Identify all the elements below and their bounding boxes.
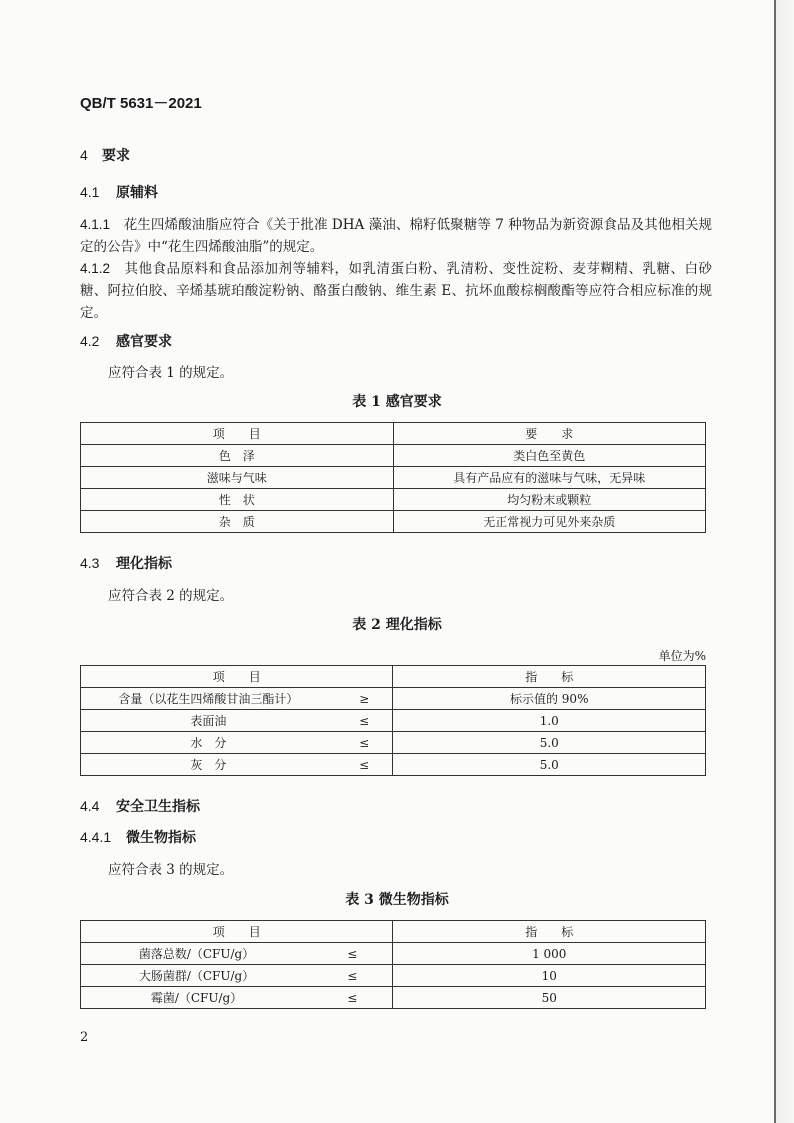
table-row [81,987,706,1009]
table-cell: 1 000 [393,943,706,965]
table-sensory [80,422,706,533]
paragraph-4-1-2: 4.1.2 其他食品原料和食品添加剂等辅料，如乳清蛋白粉、乳清粉、变性淀粉、麦芽糊精、乳糖、白砂糖、阿拉伯胶、辛烯基琥珀酸淀粉钠、酪蛋白酸钠、维生素 E、抗坏血酸棕榈酸酯等应符合相应标准的规定。 [80,261,713,321]
table-cell-symbol: ≤ [336,732,393,754]
table-cell: 1.0 [393,710,706,732]
table-cell: 色 泽 [81,445,394,467]
table-cell: 标示值的 90% [393,688,706,710]
table-header-cell: 指 标 [393,666,706,688]
table-header-cell: 项 目 [81,921,393,943]
table-cell: 水 分 [81,732,336,754]
table-cell: 10 [393,965,706,987]
table-row [81,754,706,776]
table-cell: 5.0 [393,732,706,754]
heading-4-4: 4.4 安全卫生指标 [80,798,200,815]
table-cell: 具有产品应有的滋味与气味，无异味 [393,467,706,489]
table-row [81,688,706,710]
table-cell: 5.0 [393,754,706,776]
table1-caption: 表 1 感官要求 [352,394,442,410]
paragraph-4-3: 应符合表 2 的规定。 [108,588,234,604]
table-header-cell: 要 求 [393,423,706,445]
page-number: 2 [80,1030,89,1045]
table-cell: 性 状 [81,489,394,511]
table-cell: 杂 质 [81,511,394,533]
table-cell-symbol: ≤ [336,754,393,776]
table-physicochemical [80,665,706,776]
paragraph-4-2: 应符合表 1 的规定。 [108,365,234,381]
table3-caption: 表 3 微生物指标 [345,892,449,908]
table-cell: 表面油 [81,710,336,732]
table-cell: 大肠菌群/（CFU/g） [81,965,313,987]
table-cell-symbol: ≥ [336,688,393,710]
table-cell-symbol: ≤ [336,710,393,732]
table-row [81,467,706,489]
table-cell: 类白色至黄色 [393,445,706,467]
table-cell: 灰 分 [81,754,336,776]
table-cell: 滋味与气味 [81,467,394,489]
table-cell-symbol: ≤ [312,987,393,1009]
table-row [81,445,706,467]
table2-caption: 表 2 理化指标 [352,617,442,633]
table-header-cell: 项 目 [81,666,393,688]
table-header-row [81,666,706,688]
table-cell: 菌落总数/（CFU/g） [81,943,313,965]
table-header-cell: 指 标 [393,921,706,943]
table-cell: 霉菌/（CFU/g） [81,987,313,1009]
heading-4: 4 要求 [80,147,130,164]
table-row [81,965,706,987]
heading-4-1: 4.1 原辅料 [80,184,158,201]
table-header-row [81,921,706,943]
paragraph-4-1-1: 4.1.1 花生四烯酸油脂应符合《关于批准 DHA 藻油、棉籽低聚糖等 7 种物品为新资源食品及其他相关规定的公告》中“花生四烯酸油脂”的规定。 [80,217,713,255]
heading-4-3: 4.3 理化指标 [80,555,172,572]
table-microbiological [80,920,706,1009]
table-cell: 含量（以花生四烯酸甘油三酯计） [81,688,336,710]
table-cell: 无正常视力可见外来杂质 [393,511,706,533]
paragraph-4-4-1: 应符合表 3 的规定。 [108,862,234,878]
table-row [81,710,706,732]
table-row [81,943,706,965]
table2-unit: 单位为% [658,649,706,663]
table-cell: 50 [393,987,706,1009]
table-row [81,732,706,754]
table-row [81,489,706,511]
table-header-row [81,423,706,445]
table-cell: 均匀粉末或颗粒 [393,489,706,511]
document-id: QB/T 5631－2021 [80,95,202,112]
table-header-cell: 项 目 [81,423,394,445]
table-cell-symbol: ≤ [312,965,393,987]
page-edge-shadow [776,0,794,1123]
page-edge-line [774,0,776,1123]
table-row [81,511,706,533]
heading-4-4-1: 4.4.1 微生物指标 [80,829,196,846]
heading-4-2: 4.2 感官要求 [80,333,172,350]
table-cell-symbol: ≤ [312,943,393,965]
